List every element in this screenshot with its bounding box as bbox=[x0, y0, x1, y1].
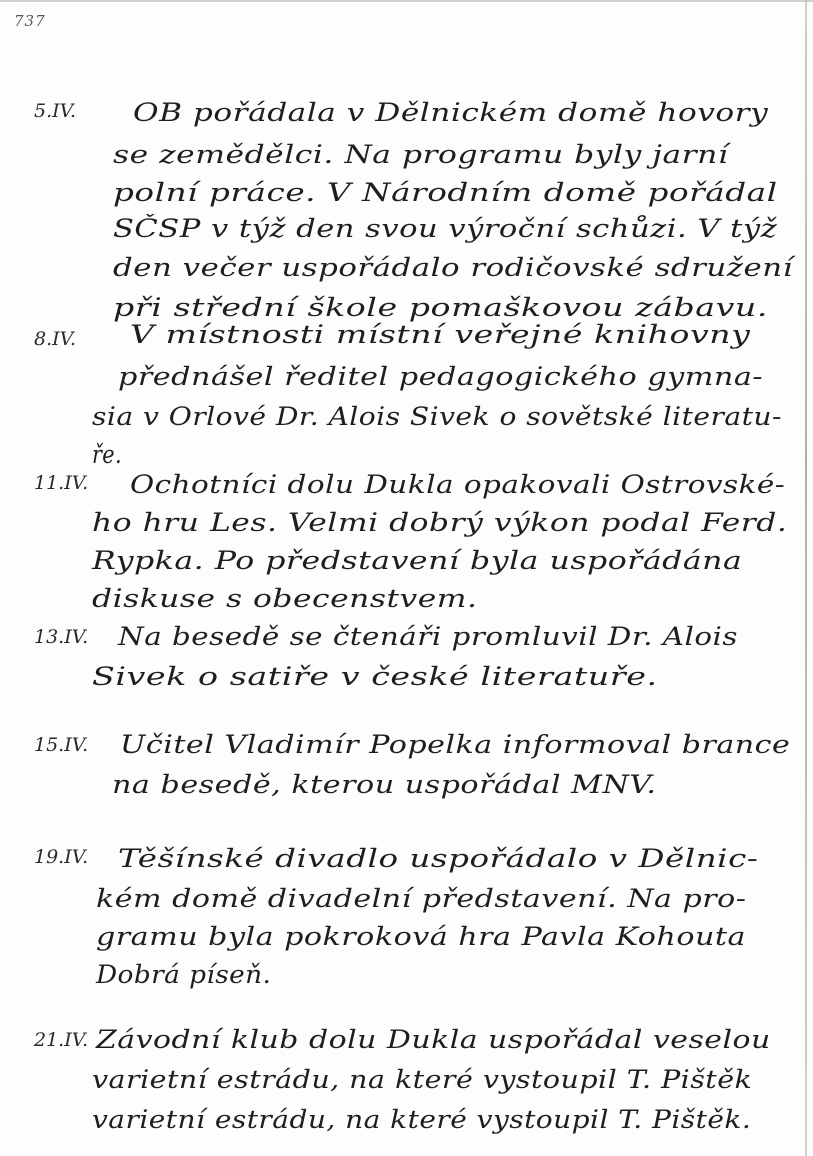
entry-text-line: Rypka. Po představení byla uspořádána bbox=[92, 546, 743, 575]
page-top-edge bbox=[0, 0, 813, 2]
entry-text-line: Těšínské divadlo uspořádalo v Dělnic- bbox=[118, 844, 759, 873]
entry-text-line: Dobrá píseň. bbox=[96, 960, 272, 989]
entry-date: 8.IV. bbox=[34, 328, 77, 350]
page-number: 737 bbox=[14, 12, 46, 30]
entry-text-line: Na besedě se čtenáři promluvil Dr. Alois bbox=[118, 622, 738, 651]
entry-text-line: se zemědělci. Na programu byly jarní bbox=[113, 140, 729, 169]
entry-date: 5.IV. bbox=[34, 100, 77, 122]
entry-date: 21.IV. bbox=[34, 1029, 89, 1051]
page-binding-edge bbox=[805, 0, 807, 1156]
entry-text-line: den večer uspořádalo rodičovské sdružení bbox=[113, 253, 793, 282]
entry-text-line: Učitel Vladimír Popelka informoval brance bbox=[120, 730, 791, 759]
entry-text-line: ho hru Les. Velmi dobrý výkon podal Ferd. bbox=[92, 508, 788, 537]
entry-date: 11.IV. bbox=[34, 472, 89, 494]
entry-text-line: gramu byla pokroková hra Pavla Kohouta bbox=[96, 922, 746, 951]
entry-text-line: kém domě divadelní představení. Na pro- bbox=[96, 884, 747, 913]
entry-text-line: Závodní klub dolu Dukla uspořádal veselou bbox=[96, 1025, 771, 1054]
entry-text-line: sia v Orlové Dr. Alois Sivek o sovětské literatu- bbox=[92, 402, 782, 431]
entry-text-line: na besedě, kterou uspořádal MNV. bbox=[112, 770, 657, 799]
entry-text-line: Sivek o satiře v české literatuře. bbox=[92, 662, 658, 691]
entry-text-line: varietní estrádu, na které vystoupil T. Pištěk. bbox=[92, 1105, 752, 1134]
entry-text-line: V místnosti místní veřejné knihovny bbox=[130, 320, 751, 349]
entry-text-line: diskuse s obecenstvem. bbox=[92, 584, 478, 613]
entry-text-line: ře. bbox=[92, 440, 122, 469]
entry-text-line: SČSP v týž den svou výroční schůzi. V týž bbox=[113, 214, 778, 243]
entry-text-line: přednášel ředitel pedagogického gymna- bbox=[118, 362, 764, 391]
entry-text-line: polní práce. V Národním domě pořádal bbox=[113, 178, 778, 207]
entry-date: 13.IV. bbox=[34, 626, 89, 648]
entry-text-line: OB pořádala v Dělnickém domě hovory bbox=[133, 98, 769, 127]
entry-text-line: varietní estrádu, na které vystoupil T. Pištěk bbox=[92, 1065, 753, 1094]
entry-date: 19.IV. bbox=[34, 846, 89, 868]
entry-date: 15.IV. bbox=[34, 734, 89, 756]
entry-text-line: Ochotníci dolu Dukla opakovali Ostrovské- bbox=[130, 470, 786, 499]
entry-text-line: při střední škole pomaškovou zábavu. bbox=[113, 293, 768, 322]
